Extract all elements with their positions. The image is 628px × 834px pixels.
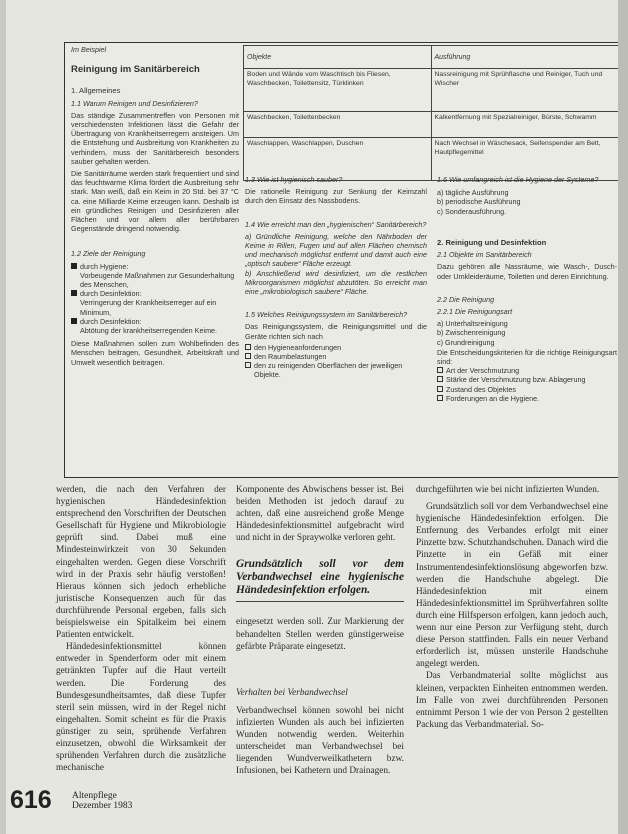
goal-head: durch Desinfektion: — [80, 289, 142, 299]
checklist-item — [437, 366, 617, 375]
checklist-item — [245, 352, 427, 361]
checklist-item — [245, 343, 427, 352]
checkbox-icon — [245, 362, 251, 368]
paragraph-1-2: Diese Maßnahmen sollen zum Wohlbefinden des Menschen beitragen, Gesundheit, Arbeitskraft und Umwelt wesentlich beitragen. — [71, 339, 239, 367]
checklist-2-2-1 — [437, 366, 617, 403]
paragraph-1-1b: Die Sanitärräume werden stark frequentiert und sind das feuchtwarme Klima fördert die Ausbreitung sehr stark. Man weiß, daß ein Keim in 20 Std. bei 37 °C ca. eine Milliarde Keime erzeugen kann. Deshalb ist ein gründliches Reinigen und Desinfizieren aller Flächen und vor allem aller berührbaren Gegenstände dringend notwendig. — [71, 169, 239, 234]
paragraph-1-1: Das ständige Zusammentreffen von Personen mit verschiedensten Infektionen lässt die Gefahr der Übertragung von Krankheitserregern ansteigen. Um die Entstehung und Ausbreitung von Krankheiten zu verhindern, muss der Sanitärbereich besonders sauber gehalten werden. — [71, 110, 239, 166]
section-2-heading: 2. Reinigung und Desinfektion — [437, 237, 547, 247]
table-header-row — [244, 46, 619, 69]
bullet-square-icon — [71, 290, 77, 296]
paragraph-2-1: Dazu gehören alle Nassräume, wie Wasch-, Dusch- oder Umkleideräume, Toiletten und deren Einrichtung. — [437, 262, 617, 281]
section-1-heading: 1. Allgemeines — [71, 86, 121, 96]
checklist-item — [437, 375, 617, 384]
paragraph-1-4: a) Gründliche Reinigung, welche den Nährboden der Keime in Rillen, Fugen und auf allen Flächen chemisch und mechanisch möglichst entfernt und damit auch eine „optisch saubere“ Fläche erzeugt. b) Anschließend wird desinfiziert, um die restlichen Mikroorganismen möglichst abzutöten. So erreicht man eine „mikrobiologisch saubere“ Fläche. — [245, 231, 427, 297]
list-item: a) Unterhaltsreinigung — [437, 319, 508, 329]
article-column-3 — [416, 484, 608, 731]
checkbox-icon — [437, 386, 443, 392]
goal-head: durch Hygiene: — [80, 261, 129, 271]
table-cell: Waschbecken, Toilettenbecken — [244, 112, 432, 138]
series-label: Im Beispiel — [71, 45, 107, 54]
list-2-2-1 — [437, 319, 617, 347]
bullet-square-icon — [71, 263, 77, 269]
article-column-1 — [56, 484, 226, 774]
column-2-subheading: Verhalten bei Verbandwechsel — [236, 687, 348, 698]
table-cell: Kalkentfernung mit Spezialreiniger, Bürste, Schwamm — [431, 112, 619, 138]
checkbox-icon — [245, 353, 251, 359]
goals-list — [71, 262, 239, 336]
checkbox-icon — [437, 376, 443, 382]
checklist-item — [437, 385, 617, 394]
checklist-text: den Raumbelastungen — [254, 352, 327, 362]
goal-text: Vorbeugende Maßnahmen zur Gesunderhaltung des Menschen, — [80, 270, 235, 290]
paragraph-1-5: Das Reinigungssystem, die Reinigungsmittel und die Geräte richten sich nach — [245, 322, 427, 341]
question-1-3: 1.3 Wie ist hygienisch sauber? — [245, 175, 343, 184]
goal-item — [71, 262, 239, 290]
scan-edge — [618, 0, 628, 834]
pull-quote: Grundsätzlich soll vor dem Verbandwechsel eine hygienische Händedesinfektion erfolgen. — [236, 558, 404, 602]
question-1-2: 1.2 Ziele der Reinigung — [71, 249, 146, 259]
info-box — [64, 42, 620, 478]
list-item: a) tägliche Ausführung — [437, 188, 509, 198]
column-2-paragraph-2: eingesetzt werden soll. Zur Markierung der behandelten Stellen werden günstigerweise gefärbte Präparate eingesetzt. — [236, 617, 404, 652]
checklist-text: Zustand des Objektes — [446, 384, 516, 394]
question-1-1: 1.1 Warum Reinigen und Desinfizieren? — [71, 98, 198, 108]
checklist-text: Art der Verschmutzung — [446, 366, 520, 376]
column-3-paragraph-3: Das Verbandmaterial sollte möglichst aus kleinen, verpackten Einheiten entnommen werden. Im Falle von zwei durchführenden Personen entnimmt Person 1 wie der von Person 2 gestellten Packung das Verbandmaterial. So- — [416, 671, 608, 730]
question-2-2-1: 2.2.1 Die Reinigungsart — [437, 307, 513, 317]
list-item: c) Sonderausführung. — [437, 206, 507, 216]
question-1-6: 1.6 Wie umfangreich ist die Hygiene der Systeme? — [437, 175, 599, 184]
article-column-2 — [236, 484, 404, 777]
checklist-text: Forderungen an die Hygiene. — [446, 393, 540, 403]
table-header-execution: Ausführung — [431, 46, 619, 69]
table-cell: Boden und Wände vom Waschtisch bis Fliesen, Waschbecken, Toilettensitz, Türklinken — [244, 69, 432, 112]
paragraph-2-2-1: Die Entscheidungskriterien für die richtige Reinigungsart sind: — [437, 347, 617, 367]
checklist-item — [245, 361, 427, 379]
magazine-name: Altenpflege — [72, 791, 117, 801]
checklist-text: den zu reinigenden Oberflächen der jeweiligen Objekte. — [254, 361, 403, 380]
column-1-paragraph: werden, die nach den Verfahren der hygienischen Händedesinfektion entsprechend den Vorschriften der Deutschen Gesellschaft für Hygiene und Mikrobiologie geprüft sind. Dabei muß eine Mindesteinwirkzeit von 30 Sekunden eingehalten werden. Gegen diese Vorschrift wird in der Praxis sehr häufig verstoßen! Hieraus können sich jedoch erhebliche juristische Konsequenzen auch für das durchführende Personal ergeben, falls sich beispielsweise ein Spitalkeim bei einem Patienten entwickelt. — [56, 485, 226, 641]
checklist-text: Stärke der Verschmutzung bzw. Ablagerung — [446, 375, 586, 385]
goal-item — [71, 289, 239, 317]
bullet-square-icon — [71, 318, 77, 324]
checklist-item — [437, 394, 617, 403]
magazine-info — [72, 791, 132, 811]
column-3-paragraph-2: Grundsätzlich soll vor dem Verbandwechsel eine hygienische Händedesinfektion erfolgen. Die Entfernung des Verbandes erfolgt mit einer Pinzette bzw. Schutzhandschuhen. Danach wird die Pinzette in ein Gefäß mit einer Instrumentendesinfektionslösung abgeworfen bzw. werden die Handschuhe abgelegt. Die Händedesinfektion mit einem Händedesinfektionsmittel im Sprühverfahren sollte durch eine Hilfsperson erfolgen, kann jedoch auch, wenn nur eine Person zur Verfügung steht, durch diese Person stattfinden. Falls ein neuer Verband erforderlich ist, müssen unsterile Handschuhe angelegt werden. — [416, 502, 608, 670]
goal-text: Abtötung der krankheitserregenden Keime. — [80, 326, 218, 336]
checklist-1-5 — [245, 343, 427, 380]
question-2-1: 2.1 Objekte im Sanitärbereich — [437, 250, 532, 260]
table-cell: Nassreinigung mit Sprühflasche und Reiniger, Tuch und Wischer — [431, 69, 619, 112]
goal-item — [71, 317, 239, 335]
question-1-5: 1.5 Welches Reinigungssystem im Sanitärbereich? — [245, 310, 408, 320]
list-item: c) Grundreinigung — [437, 337, 495, 347]
checkbox-icon — [437, 395, 443, 401]
column-2-paragraph-3: Verbandwechsel können sowohl bei nicht infizierten Wunden als auch bei infizierten Wunden notwendig werden. Weiterhin unterscheidet man Verbandwechsel bei liegenden Wundverweilkathetern bzw. Infusionen, bei Kathetern und Drainagen. — [236, 705, 404, 777]
checkbox-icon — [437, 367, 443, 373]
table-header-objects: Objekte — [244, 46, 432, 69]
list-1-6 — [437, 188, 617, 216]
magazine-page — [6, 0, 620, 834]
column-1-paragraph-2: Händedesinfektionsmittel können entweder in Spenderform oder mit einem getränkten Tupfer auf die Haut verteilt werden. Die Forderung des Bundesgesundheitsamtes, daß diese Tupfer steril sein müssen, wird in der Regel nicht eingehalten. Somit scheint es für die Praxis günstiger zu sein, sprühende Verfahren einzusetzen, obwohl die Wirksamkeit der sprühenden Verfahren durch die zusätzliche mechanische — [56, 642, 226, 774]
list-item: b) periodische Ausführung — [437, 197, 521, 207]
column-3-paragraph: durchgeführten wie bei nicht infizierten Wunden. — [416, 485, 600, 495]
paragraph-1-3: Die rationelle Reinigung zur Senkung der Keimzahl durch den Einsatz des Nassbodens. — [245, 187, 427, 206]
cleaning-table — [243, 45, 619, 181]
column-2-paragraph: Komponente des Abwischens besser ist. Bei beiden Methoden ist jedoch darauf zu achten, daß eine ausreichend große Menge Händedesinfektionsmittel aufgebracht wird und nicht in der Spraywolke verloren geht. — [236, 485, 404, 544]
checkbox-icon — [245, 344, 251, 350]
table-cell: Waschlappen, Waschlappen, Duschen — [244, 138, 432, 181]
checklist-text: den Hygieneanforderungen — [254, 342, 342, 352]
question-2-2: 2.2 Die Reinigung — [437, 294, 495, 304]
issue-date: Dezember 1983 — [72, 801, 133, 811]
page-number: 616 — [10, 786, 52, 814]
question-1-4: 1.4 Wie erreicht man den „hygienischen“ Sanitärbereich? — [245, 219, 427, 229]
table-row — [244, 112, 619, 138]
goal-head: durch Desinfektion: — [80, 316, 142, 326]
table-row — [244, 69, 619, 112]
box-title: Reinigung im Sanitärbereich — [71, 64, 200, 76]
list-item: b) Zwischenreinigung — [437, 328, 506, 338]
goal-text: Verringerung der Krankheitserreger auf ein Minimum, — [80, 298, 217, 317]
table-cell: Nach Wechsel in Wäschesack, Seifenspender am Bett, Hautpflegemittel — [431, 138, 619, 181]
